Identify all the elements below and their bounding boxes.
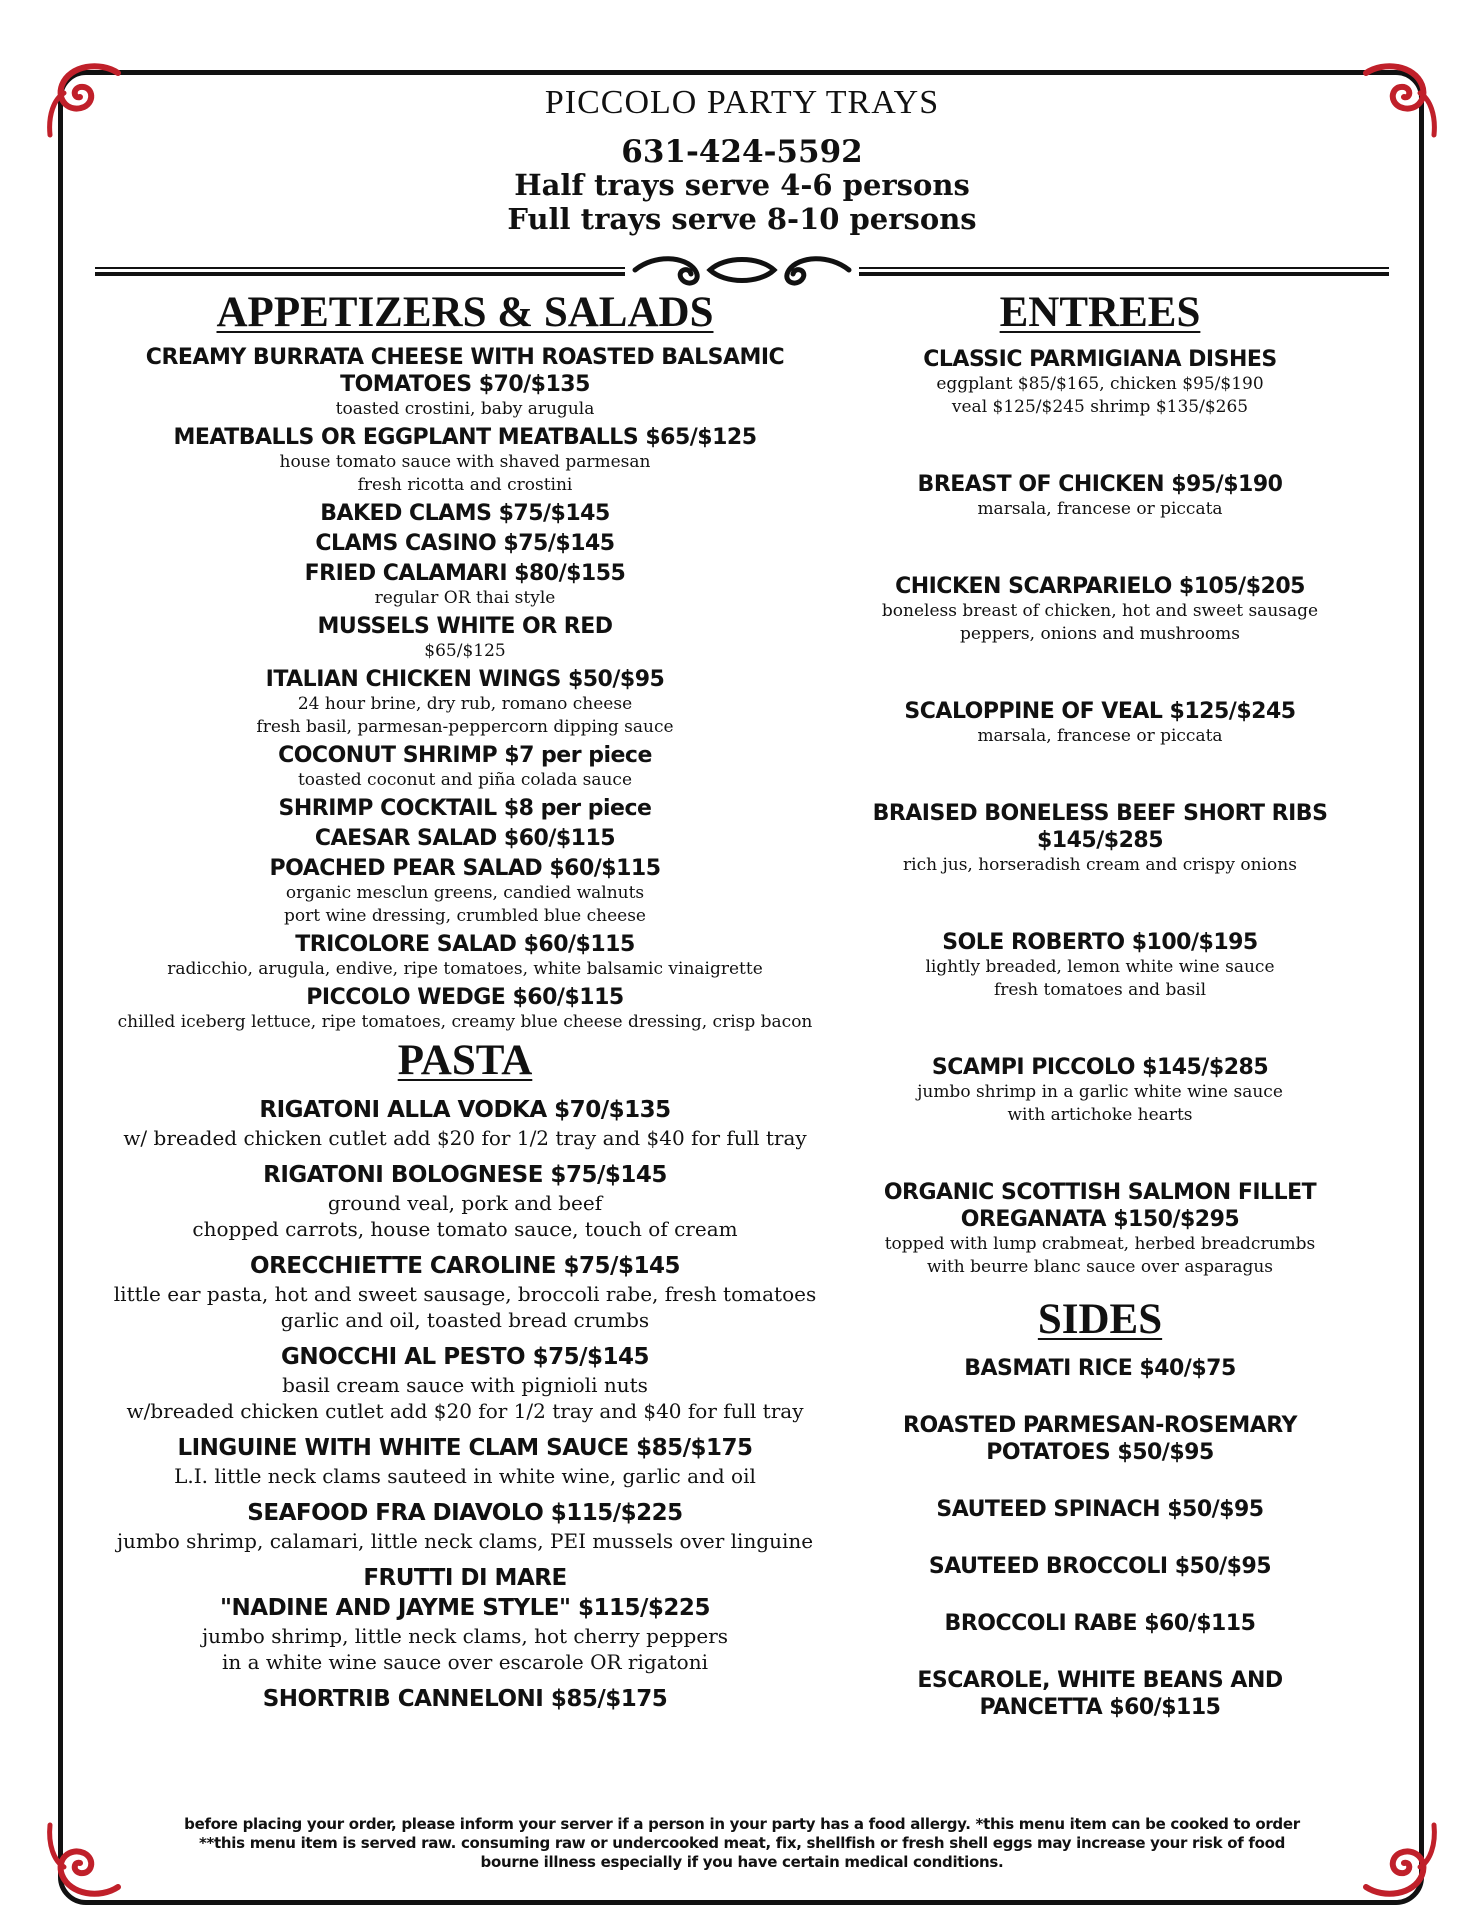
menu-item-name: MUSSELS WHITE OR RED [317,614,613,639]
menu-item [95,613,835,663]
menu-item-description: toasted coconut and piña colada sauce [297,770,633,790]
menu-item-name: ESCAROLE, WHITE BEANS AND PANCETTA $60/$115 [917,1668,1283,1720]
appetizers-heading: APPETIZERS & SALADS [216,289,714,336]
menu-item [95,984,835,1034]
left-column [95,288,835,1714]
menu-item-name: ROASTED PARMESAN-ROSEMARY POTATOES $50/$95 [903,1413,1297,1465]
menu-item-name: RIGATONI ALLA VODKA $70/$135 [259,1097,671,1123]
menu-item-description: eggplant $85/$165, chicken $95/$190 veal $125/$245 shrimp $135/$265 [936,374,1264,417]
disclaimer-line-3: bourne illness especially if you have certain medical conditions. [480,1853,1004,1871]
menu-item [95,530,835,557]
menu-item-name: COCONUT SHRIMP $7 per piece [278,743,652,768]
menu-item [95,1498,835,1554]
menu-item-name: BROCCOLI RABE $60/$115 [944,1611,1256,1636]
menu-item-description: house tomato sauce with shaved parmesan fresh ricotta and crostini [279,452,651,495]
corner-flourish-bottom-right [1354,1815,1444,1905]
menu-item [840,1610,1360,1637]
entrees-heading: ENTREES [999,289,1201,336]
menu-item-name: ORECCHIETTE CAROLINE $75/$145 [250,1253,680,1279]
sides-list [840,1355,1360,1721]
menu-item-name: CREAMY BURRATA CHEESE WITH ROASTED BALSAMIC TOMATOES $70/$135 [145,345,785,397]
menu-item [840,800,1360,877]
half-tray-serving: Half trays serve 4-6 persons [514,168,970,202]
menu-item-name: RIGATONI BOLOGNESE $75/$145 [263,1162,667,1188]
right-column [840,288,1360,1751]
menu-item-name: CHICKEN SCARPARIELO $105/$205 [895,574,1305,599]
menu-item-description: $65/$125 [424,641,506,661]
menu-item-name: TRICOLORE SALAD $60/$115 [295,932,635,957]
menu-item-name: BRAISED BONELESS BEEF SHORT RIBS $145/$285 [872,801,1328,853]
menu-item-name: FRIED CALAMARI $80/$155 [304,561,626,586]
menu-item [840,698,1360,748]
menu-item-name: SAUTEED BROCCOLI $50/$95 [928,1554,1272,1579]
menu-item-description: boneless breast of chicken, hot and sweet sausage peppers, onions and mushrooms [881,601,1319,644]
menu-item [95,344,835,421]
menu-item-description: basil cream sauce with pignioli nuts w/breaded chicken cutlet add $20 for 1/2 tray and $40 for full tray [126,1373,804,1423]
menu-item-name: MEATBALLS OR EGGPLANT MEATBALLS $65/$125 [173,425,757,450]
menu-item [840,573,1360,646]
menu-item [840,1054,1360,1127]
ornamental-divider [95,252,1389,292]
menu-item-name: ORGANIC SCOTTISH SALMON FILLET OREGANATA $150/$295 [883,1180,1317,1232]
menu-item-name: POACHED PEAR SALAD $60/$115 [269,856,661,881]
appetizers-list [95,344,835,1034]
menu-item [95,666,835,739]
menu-item [95,560,835,610]
menu-item-description: marsala, francese or piccata [977,499,1223,519]
menu-item-description: topped with lump crabmeat, herbed breadcrumbs with beurre blanc sauce over asparagus [884,1234,1316,1277]
menu-item-description: toasted crostini, baby arugula [335,399,595,419]
menu-item-name: LINGUINE WITH WHITE CLAM SAUCE $85/$175 [177,1435,753,1461]
menu-item [95,1563,835,1675]
menu-item [840,471,1360,521]
menu-item-description: lightly breaded, lemon white wine sauce fresh tomatoes and basil [925,957,1275,1000]
menu-item [95,500,835,527]
menu-item-name: FRUTTI DI MARE "NADINE AND JAYME STYLE" $115/$225 [220,1565,710,1621]
disclaimer-line-2: **this menu item is served raw. consuming raw or undercooked meat, fix, shellfish or fresh shell eggs may increase your risk of food [198,1834,1286,1852]
menu-item-name: SCAMPI PICCOLO $145/$285 [931,1055,1269,1080]
menu-item-name: SHRIMP COCKTAIL $8 per piece [278,796,652,821]
menu-item [95,1251,835,1333]
menu-title: PICCOLO PARTY TRAYS [544,84,940,121]
entrees-list [840,346,1360,1279]
menu-item-description: little ear pasta, hot and sweet sausage, broccoli rabe, fresh tomatoes garlic and oil, toasted bread crumbs [113,1282,817,1332]
menu-item-description: rich jus, horseradish cream and crispy onions [903,855,1297,875]
entrees-section [840,288,1360,1279]
corner-flourish-bottom-left [40,1815,130,1905]
menu-item-description: organic mesclun greens, candied walnuts port wine dressing, crumbled blue cheese [284,883,646,926]
disclaimer-line-1: before placing your order, please inform your server if a person in your party has a food allergy. *this menu item can be cooked to order [184,1815,1300,1833]
menu-item [95,1160,835,1242]
menu-item-description: 24 hour brine, dry rub, romano cheese fresh basil, parmesan-peppercorn dipping sauce [256,694,674,737]
menu-item-name: CLASSIC PARMIGIANA DISHES [923,347,1277,372]
menu-item-name: BAKED CLAMS $75/$145 [320,501,610,526]
menu-item-name: SCALOPPINE OF VEAL $125/$245 [904,699,1296,724]
menu-item-name: CAESAR SALAD $60/$115 [314,826,616,851]
menu-item [95,1433,835,1489]
menu-item-name: BASMATI RICE $40/$75 [964,1356,1236,1381]
menu-item-description: jumbo shrimp, little neck clams, hot cherry peppers in a white wine sauce over escarole OR rigatoni [201,1624,729,1674]
allergy-disclaimer [140,1815,1344,1872]
menu-item-name: CLAMS CASINO $75/$145 [315,531,615,556]
sides-section [840,1295,1360,1721]
menu-item-name: SAUTEED SPINACH $50/$95 [936,1497,1264,1522]
menu-item-description: jumbo shrimp in a garlic white wine sauce with artichoke hearts [917,1082,1283,1125]
menu-item-description: jumbo shrimp, calamari, little neck clams, PEI mussels over linguine [116,1529,814,1553]
menu-item [95,1684,835,1714]
pasta-heading: PASTA [397,1037,533,1084]
menu-item-name: SEAFOOD FRA DIAVOLO $115/$225 [247,1500,683,1526]
full-tray-serving: Full trays serve 8-10 persons [507,202,977,236]
menu-item-description: chilled iceberg lettuce, ripe tomatoes, creamy blue cheese dressing, crisp bacon [117,1012,813,1032]
menu-item [840,1496,1360,1523]
menu-item-name: GNOCCHI AL PESTO $75/$145 [280,1344,650,1370]
menu-item [840,1355,1360,1382]
menu-item-name: SOLE ROBERTO $100/$195 [942,930,1258,955]
appetizers-section [95,288,835,1034]
pasta-list [95,1095,835,1714]
menu-item-name: SHORTRIB CANNELONI $85/$175 [262,1686,668,1712]
menu-item [95,931,835,981]
sides-heading: SIDES [1037,1296,1163,1343]
menu-item [95,424,835,497]
menu-item [840,1179,1360,1279]
menu-item [840,1553,1360,1580]
menu-item-description: ground veal, pork and beef chopped carrots, house tomato sauce, touch of cream [192,1191,738,1241]
menu-item [95,742,835,792]
menu-item-name: PICCOLO WEDGE $60/$115 [306,985,624,1010]
menu-item-description: radicchio, arugula, endive, ripe tomatoes, white balsamic vinaigrette [167,959,763,979]
menu-item-name: BREAST OF CHICKEN $95/$190 [917,472,1283,497]
menu-item [95,825,835,852]
menu-item [95,1095,835,1151]
menu-item-name: ITALIAN CHICKEN WINGS $50/$95 [265,667,665,692]
menu-item [95,855,835,928]
pasta-section [95,1036,835,1714]
menu-item-description: w/ breaded chicken cutlet add $20 for 1/2 tray and $40 for full tray [123,1126,807,1150]
menu-item-description: marsala, francese or piccata [977,726,1223,746]
menu-item [840,929,1360,1002]
menu-item [95,795,835,822]
menu-item [95,1342,835,1424]
menu-item-description: regular OR thai style [374,588,556,608]
menu-item [840,1412,1360,1466]
menu-item-description: L.I. little neck clams sauteed in white wine, garlic and oil [174,1464,756,1488]
menu-item [840,346,1360,419]
phone-number: 631-424-5592 [621,134,863,170]
menu-item [840,1667,1360,1721]
